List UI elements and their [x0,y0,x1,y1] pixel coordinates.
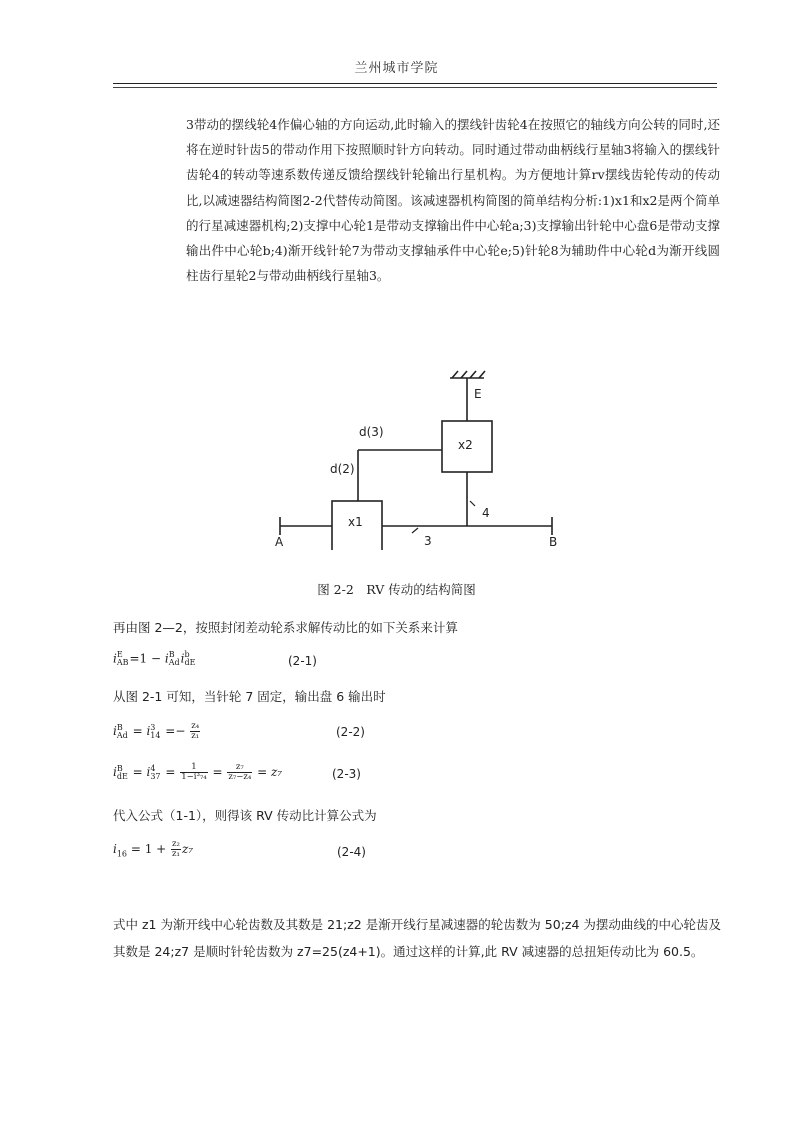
label-4: 4 [482,506,490,520]
text-line-3: 代入公式（1-1），则得该 RV 传动比计算公式为 [113,808,377,823]
label-e: E [474,387,482,401]
body-paragraph-2: 式中 z1 为渐开线中心轮齿数及其数是 21;z2 是渐开线行星减速器的轮齿数为 50;z4 为摆动曲线的中心轮齿及其数是 24;z7 是顺时针轮齿数为 z7=25(z4+1)。通过这样的计算,此 RV 减速器的总扭矩传动比为 60.5。 [113,917,721,959]
equation-2-3: i B dE = i 4 37 = $\frac{1}{\text{1−i³₇₄}}$ = $\frac{\text{z₇}}{\text{z₇−z₄}}$ = z₇ [113,762,283,782]
label-d3: d(3) [359,425,384,439]
label-x1: x1 [348,515,363,529]
text-line-1: 再由图 2—2，按照封闭差动轮系求解传动比的如下关系来计算 [113,620,458,635]
label-3: 3 [424,534,432,548]
header-rule-thick [113,83,717,84]
equation-number-2-4: (2-4) [337,845,366,859]
figure-caption: 图 2-2 RV 传动的结构简图 [317,582,476,597]
label-a: A [275,535,284,549]
label-b: B [549,535,558,549]
label-d2: d(2) [330,462,355,476]
equation-2-2: i B Ad = i 3 14 =− $\frac{\text{z₄}}{\text{z₁}}$ [113,721,200,741]
equation-number-2-1: (2-1) [288,654,317,668]
equation-2-1: i E AB =1 − i B Ad i b dE [113,650,196,667]
page-header-title: 兰州城市学院 [354,61,439,76]
equation-2-4: $i_{16} = 1$ + $\frac{\text{z₂}}{\text{z₁}}$ z₇ [113,839,194,859]
equation-number-2-3: (2-3) [332,767,361,781]
label-x2: x2 [458,438,473,452]
rv-structure-diagram [262,365,562,550]
equation-number-2-2: (2-2) [336,725,365,739]
text-line-2: 从图 2-1 可知，当针轮 7 固定，输出盘 6 输出时 [113,689,386,704]
header-rule-thin [113,87,717,88]
body-paragraph-1: 3带动的摆线轮4作偏心轴的方向运动,此时输入的摆线针齿轮4在按照它的轴线方向公转的同时,还将在逆时针齿5的带动作用下按照顺时针方向转动。同时通过带动曲柄线行星轴3将输入的摆线针齿轮4的转动等速系数传递反馈给摆线针轮输出行星机构。为方便地计算rv摆线齿轮传动的传动比,以减速器结构简图2-2代替传动简图。该减速器机构简图的简单结构分析:1)x1和x2是两个简单的行星减速器机构;2)支撑中心轮1是带动支撑输出件中心轮a;3)支撑输出针轮中心盘6是带动支撑输出件中心轮b;4)渐开线针轮7为带动支撑轴承件中心轮e;5)针轮8为辅助件中心轮d为渐开线圆柱齿行星轮2与带动曲柄线行星轴3。 [186,117,720,284]
